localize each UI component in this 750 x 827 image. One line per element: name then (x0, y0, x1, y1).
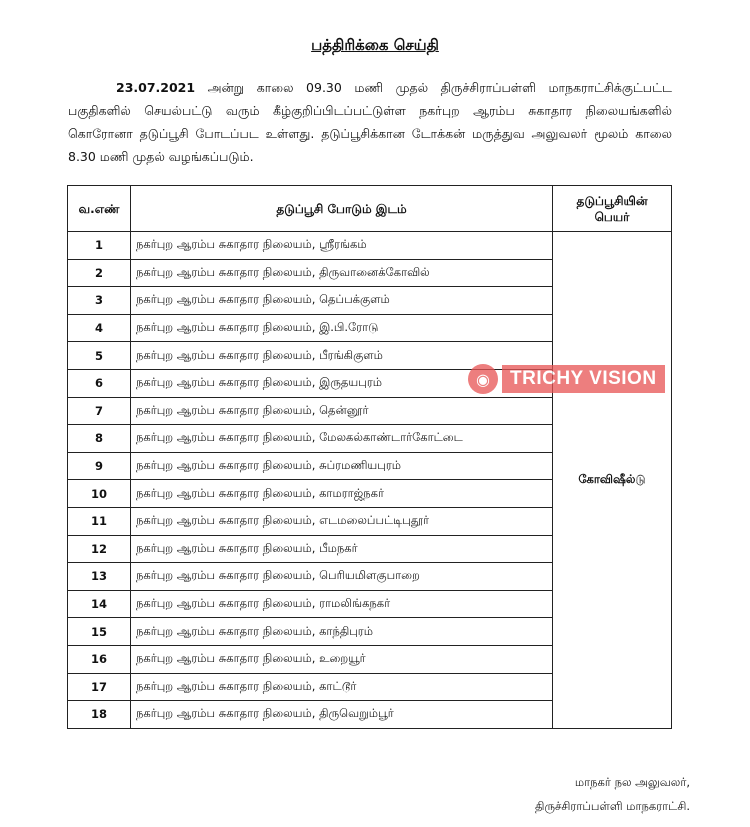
row-serial-number: 10 (68, 480, 131, 508)
signature-office: திருச்சிராப்பள்ளி மாநகராட்சி. (534, 799, 690, 813)
row-vaccination-place: நகர்புற ஆரம்ப சுகாதார நிலையம், மேலகல்காண்டார்கோட்டை (131, 425, 553, 453)
row-serial-number: 9 (68, 452, 131, 480)
table-row (68, 232, 672, 260)
vaccine-name-cell: கோவிஷீல்டு (553, 232, 672, 729)
watermark-text: TRICHY VISION (502, 365, 665, 393)
row-serial-number: 15 (68, 618, 131, 646)
row-vaccination-place: நகர்புற ஆரம்ப சுகாதார நிலையம், இருதயபுரம் (131, 369, 553, 397)
row-serial-number: 8 (68, 425, 131, 453)
row-vaccination-place: நகர்புற ஆரம்ப சுகாதார நிலையம், உறையூர் (131, 645, 553, 673)
row-vaccination-place: நகர்புற ஆரம்ப சுகாதார நிலையம், பெரியமிளகுபாறை (131, 563, 553, 591)
announcement-text: அன்று காலை 09.30 மணி முதல் திருச்சிராப்பள்ளி மாநகராட்சிக்குட்பட்ட பகுதிகளில் செயல்பட்டு வரும் கீழ்குறிப்பிடப்பட்டுள்ள நகர்புற ஆரம்ப சுகாதார நிலையங்களில் கொரோனா தடுப்பூசி போடப்பட உள்ளது. தடுப்பூசிக்கான டோக்கன் மருத்துவ அலுவலர் மூலம் காலை 8.30 மணி முதல் வழங்கப்படும். (68, 80, 672, 164)
row-vaccination-place: நகர்புற ஆரம்ப சுகாதார நிலையம், சுப்ரமணியபுரம் (131, 452, 553, 480)
row-serial-number: 4 (68, 314, 131, 342)
row-vaccination-place: நகர்புற ஆரம்ப சுகாதார நிலையம், பீமநகர் (131, 535, 553, 563)
row-vaccination-place: நகர்புற ஆரம்ப சுகாதார நிலையம், எடமலைப்பட்டிபுதூர் (131, 507, 553, 535)
row-serial-number: 6 (68, 369, 131, 397)
announcement-date: 23.07.2021 (116, 80, 196, 95)
row-serial-number: 1 (68, 232, 131, 260)
row-vaccination-place: நகர்புற ஆரம்ப சுகாதார நிலையம், திருவானைக்கோவில் (131, 259, 553, 287)
row-vaccination-place: நகர்புற ஆரம்ப சுகாதார நிலையம், பீரங்கிகுளம் (131, 342, 553, 370)
row-serial-number: 14 (68, 590, 131, 618)
row-serial-number: 5 (68, 342, 131, 370)
table-header-row (68, 186, 672, 232)
signature-block (535, 770, 690, 818)
vaccination-centre-table (67, 185, 672, 729)
row-vaccination-place: நகர்புற ஆரம்ப சுகாதார நிலையம், காமராஜ்நகர் (131, 480, 553, 508)
intro-paragraph (68, 76, 672, 168)
row-serial-number: 16 (68, 645, 131, 673)
row-vaccination-place: நகர்புற ஆரம்ப சுகாதார நிலையம், தெப்பக்குளம் (131, 287, 553, 315)
header-vaccine-line2: பெயர் (594, 209, 630, 224)
header-vaccination-place: தடுப்பூசி போடும் இடம் (131, 186, 553, 232)
row-serial-number: 7 (68, 397, 131, 425)
row-serial-number: 17 (68, 673, 131, 701)
row-vaccination-place: நகர்புற ஆரம்ப சுகாதார நிலையம், ராமலிங்கநகர் (131, 590, 553, 618)
table-body (68, 232, 672, 729)
row-serial-number: 13 (68, 563, 131, 591)
row-serial-number: 11 (68, 507, 131, 535)
header-vaccine-name (553, 186, 672, 232)
header-vaccine-line1: தடுப்பூசியின் (576, 193, 648, 208)
row-serial-number: 3 (68, 287, 131, 315)
signature-designation: மாநகர் நல அலுவலர், (574, 775, 690, 789)
row-vaccination-place: நகர்புற ஆரம்ப சுகாதார நிலையம், காந்திபுரம் (131, 618, 553, 646)
row-vaccination-place: நகர்புற ஆரம்ப சுகாதார நிலையம், காட்டூர் (131, 673, 553, 701)
row-serial-number: 18 (68, 701, 131, 729)
row-serial-number: 12 (68, 535, 131, 563)
header-serial-number: வ.எண் (68, 186, 131, 232)
row-vaccination-place: நகர்புற ஆரம்ப சுகாதார நிலையம், ஸ்ரீரங்கம் (131, 232, 553, 260)
page-title: பத்திரிக்கை செய்தி (311, 36, 439, 54)
watermark-logo-icon: ◉ (468, 364, 498, 394)
row-vaccination-place: நகர்புற ஆரம்ப சுகாதார நிலையம், தென்னூர் (131, 397, 553, 425)
row-vaccination-place: நகர்புற ஆரம்ப சுகாதார நிலையம், திருவெறும்பூர் (131, 701, 553, 729)
row-vaccination-place: நகர்புற ஆரம்ப சுகாதார நிலையம், இ.பி.ரோடு (131, 314, 553, 342)
row-serial-number: 2 (68, 259, 131, 287)
